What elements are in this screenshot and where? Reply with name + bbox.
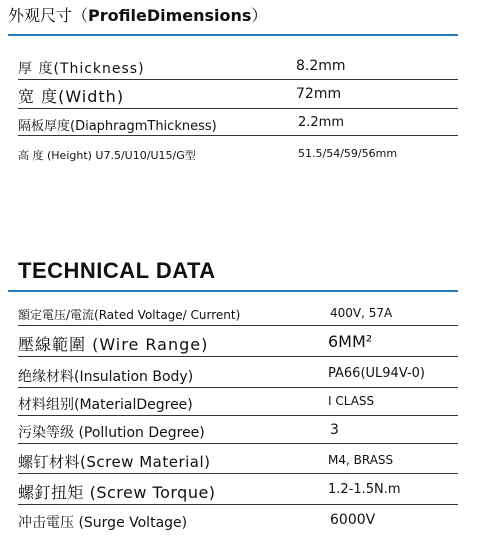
- spec-label: 污染等级 (Pollution Degree): [18, 425, 205, 441]
- spec-label: 宽 度(Width): [18, 87, 125, 106]
- spec-row-rated-voltage-current: [18, 306, 458, 324]
- spec-label: 高 度 (Height) U7.5/U10/U15/G型: [18, 149, 196, 162]
- spec-value: 6000V: [330, 512, 376, 528]
- spec-row-surge-voltage: [18, 512, 458, 532]
- spec-row-diaphragm-thickness: [18, 115, 458, 133]
- spec-row-pollution-degree: [18, 422, 458, 442]
- spec-row-thickness: [18, 58, 458, 78]
- profile-title-en: ProfileDimensions: [88, 6, 252, 25]
- spec-value: PA66(UL94V-0): [328, 366, 425, 381]
- row-underline: [18, 504, 458, 505]
- profile-title-end: ）: [251, 6, 268, 25]
- spec-row-screw-torque: [18, 480, 458, 502]
- spec-label: 材料组别(MaterialDegree): [18, 397, 193, 413]
- spec-value: 1.2-1.5N.m: [328, 482, 401, 497]
- spec-label: 螺钉材料(Screw Material): [18, 453, 211, 471]
- spec-label: 隔板厚度(DiaphragmThickness): [18, 119, 217, 134]
- spec-label: 绝缘材料(Insulation Body): [18, 369, 194, 385]
- spec-row-screw-material: [18, 451, 458, 471]
- spec-row-wire-range: [18, 332, 458, 354]
- spec-value: 6MM²: [328, 332, 373, 351]
- spec-row-height: [18, 147, 458, 163]
- spec-label: 冲击電压 (Surge Voltage): [18, 515, 188, 531]
- section-divider-technical: [8, 290, 458, 292]
- technical-data-title: TECHNICAL DATA: [18, 258, 216, 283]
- profile-title-cn: 外观尺寸（: [8, 6, 89, 25]
- row-underline: [18, 79, 458, 80]
- row-underline: [18, 325, 458, 326]
- row-underline: [18, 387, 458, 388]
- spec-value: 2.2mm: [298, 115, 345, 130]
- spec-label: 壓線範圍 (Wire Range): [18, 335, 209, 354]
- spec-value: M4, BRASS: [328, 453, 394, 467]
- spec-row-material-degree: [18, 394, 458, 414]
- row-underline: [18, 415, 458, 416]
- row-underline: [18, 135, 458, 136]
- spec-label: 螺釘扭矩 (Screw Torque): [18, 483, 216, 502]
- row-underline: [18, 473, 458, 474]
- row-underline: [18, 443, 458, 444]
- spec-value: 400V, 57A: [330, 306, 393, 320]
- spec-row-width: [18, 84, 458, 106]
- spec-row-insulation-body: [18, 366, 458, 386]
- spec-value: I CLASS: [328, 394, 375, 408]
- spec-value: 3: [330, 422, 339, 438]
- spec-value: 51.5/54/59/56mm: [298, 147, 398, 160]
- spec-label: 額定電压/電流(Rated Voltage/ Current): [18, 308, 241, 322]
- profile-dimensions-title: [8, 6, 267, 26]
- row-underline: [18, 108, 458, 109]
- spec-value: 8.2mm: [296, 58, 346, 74]
- spec-value: 72mm: [296, 86, 342, 102]
- row-underline: [18, 356, 458, 357]
- spec-label: 厚 度(Thickness): [18, 61, 145, 77]
- section-divider-top: [8, 34, 458, 36]
